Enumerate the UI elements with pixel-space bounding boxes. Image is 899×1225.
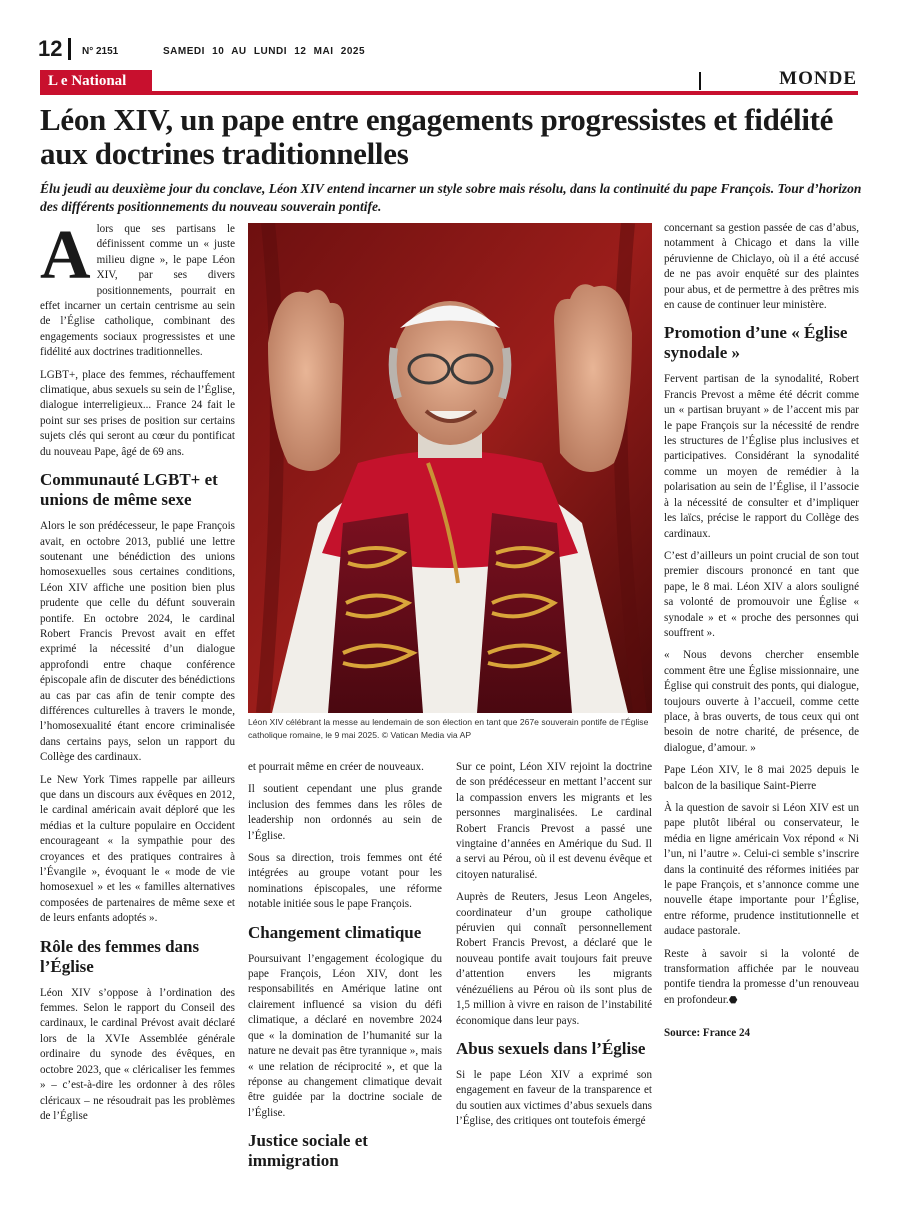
pope-photo [248, 223, 652, 713]
paragraph: Si le pape Léon XIV a exprimé son engagement en faveur de la transparence et du soutien aux victimes d’abus sexuels dans l’Église, des critiques ont toutefois émergé [456, 1068, 652, 1128]
subheading: Justice sociale et immigration [248, 1131, 368, 1171]
paragraph: Léon XIV s’oppose à l’ordination des femmes. Selon le rapport du Conseil des cardinaux, le cardinal Prévost avait déclaré lors de la XVIe Assemblée générale ordinaire du synode des évêques, en octobre 2023, que « cléricaliser les femmes » – c’est-à-dire les ordonner à des rôles cléricaux – ne résoudrait pas les problèmes de l’Église [40, 986, 235, 1122]
subheading: Rôle des femmes dans l’Église [40, 936, 200, 976]
paragraph: Reste à savoir si la volonté de transformation affichée par le nouveau pontife tiendra la promesse d’un renouveau en profondeur.⬣ [664, 947, 859, 1006]
section-label: MONDE [779, 68, 857, 89]
section-divider [699, 72, 701, 90]
subheading: Communauté LGBT+ et unions de même sexe [40, 470, 218, 510]
quote-attribution: Pape Léon XIV, le 8 mai 2025 depuis le balcon de la basilique Saint-Pierre [664, 764, 859, 792]
page-number: 12 [38, 36, 63, 61]
subheading: Promotion d’une « Église synodale » [664, 323, 848, 363]
paragraph: et pourrait même en créer de nouveaux. [248, 761, 424, 773]
column-1 [40, 217, 235, 1131]
paragraph: Alors que ses partisans le définissent comme un « juste milieu digne », le pape Léon XIV, par ses divers positionnements, pourrait en effet incarner un certain centrisme au sein de l’Église catholique, combinant des engagements sociaux progressistes et une fidélité aux doctrines traditionnelles. [40, 217, 235, 359]
quote-paragraph: « Nous devons chercher ensemble comment être une Église missionnaire, une Église qui construit des ponts, qui dialogue, toujours ouverte à l’accueil, comme cette place, à bras ouverts, de tous ceux qui ont besoin de notre charité, de présence, de dialogue, d’amour. » [664, 649, 859, 754]
drop-cap: A [40, 217, 91, 294]
paragraph: Le New York Times rappelle par ailleurs que dans un discours aux évêques en 2012, le cardinal américain avait déploré que les médias et la culture populaire en Occident encourageant « la sympathie pour des croyances et des pratiques contraires à l’Évangile », évoquant le « mode de vie homosexuel » et les « familles alternatives composées de partenaires de même sexe et de leurs enfants adoptés ». [40, 773, 235, 925]
paragraph: Poursuivant l’engagement écologique du pape François, Léon XIV, dont les responsabilités en Amérique latine ont clairement influencé sa vision du défi climatique, a déclaré en novembre 2024 que « la domination de l’humanité sur la nature ne devait pas être tyrannique », mais « une relation de réciprocité », et que la réponse au changement climatique devait être guidée par la doctrine sociale de l’Église. [248, 952, 442, 1119]
paragraph: Auprès de Reuters, Jesus Leon Angeles, coordinateur d’un groupe catholique péruvien qui connaît personnellement Robert Francis Prevost, a déclaré que le nouveau pontife avait toujours fait preuve d’attention envers les migrants vénézuéliens au Pérou où ils sont plus de 1,5 million à vivre en raison de l’instabilité économique dans leur pays. [456, 891, 652, 1027]
paragraph: C’est d’ailleurs un point crucial de son tout premier discours prononcé en tant que pape, le 8 mai. Léon XIV a alors souligné sa volonté de promouvoir une Église « synodale » et « proche des personnes qui souffrent ». [664, 549, 859, 639]
article-source: Source: France 24 [664, 1027, 751, 1040]
subheading: Changement climatique [248, 922, 422, 942]
article-headline: Léon XIV, un pape entre engagements progressistes et fidélité aux doctrines traditionnelles [40, 102, 834, 171]
paragraph: LGBT+, place des femmes, réchauffement climatique, abus sexuels su sein de l’Église, dialogue interreligieux... France 24 fait le point sur ses prises de position sur certains sujets clés qui seront au cœur du pontificat du nouveau Pape, âgé de 69 ans. [40, 368, 235, 458]
paragraph: Sous sa direction, trois femmes ont été intégrées au groupe votant pour les nominations épiscopales, une réforme notable initiée sous le pape François. [248, 852, 442, 911]
column-4 [664, 221, 859, 1049]
issue-number: N° 2151 [82, 46, 119, 57]
paragraph: Alors le son prédécesseur, le pape François avait, en octobre 2013, publié une lettre soutenant une bénédiction des unions homosexuelles sous certaines conditions, Léon XIV affiche une position bien plus prudente que celle du défunt souverain pontife. En octobre 2024, le cardinal Robert Francis Prevost avait en effet exprimé la nécessité d’un dialogue approfondi entre chaque conférence épiscopale afin de discuter des bénédictions au cas par cas afin de tenir compte des différences culturelles à travers le monde, l’homosexualité étant encore criminalisée dans certains pays, selon un rapport du Collège des cardinaux. [40, 520, 235, 764]
article-standfirst: Élu jeudi au deuxième jour du conclave, Léon XIV entend incarner un style sobre mais résolu, dans la continuité du pape François. Tour d’horizon des différents positionnements du nouveau souverain pontife. [40, 181, 862, 214]
paragraph: Fervent partisan de la synodalité, Robert Francis Prevost a même été décrit comme un « partisan bruyant » de l’accent mis par le pape François sur la nécessité de rendre les structures de l’Église plus inclusives et participatives. Considérant la synodalité comme un moyen de remédier à la polarisation au sein de l’Église, il l’associe à la nécessité de consulter et d’impliquer les laïcs, précise le rapport du Collège des cardinaux. [664, 373, 859, 540]
paragraph: Sur ce point, Léon XIV rejoint la doctrine de son prédécesseur en mettant l’accent sur la compassion envers les migrants et les personnes marginalisées. Le cardinal Robert Francis Prevost a passé une vingtaine d’années en Amérique du Sud. Il a servi au Pérou, où il est devenu évêque et citoyen naturalisé. [456, 761, 652, 881]
column-3 [456, 760, 652, 1137]
brand-label: L e National [40, 70, 152, 95]
paragraph: Il soutient cependant une plus grande inclusion des femmes dans les rôles de leadership non ordonnés au sein de l’Église. [248, 783, 442, 842]
header-rule [40, 91, 858, 95]
photo-caption: Léon XIV célébrant la messe au lendemain de son élection en tant que 267e souverain pontife de l’Église catholique romaine, le 9 mai 2025. © Vatican Media via AP [248, 717, 649, 740]
end-mark-icon: ⬣ [728, 994, 738, 1006]
issue-date: SAMEDI 10 AU LUNDI 12 MAI 2025 [163, 46, 366, 57]
paragraph: concernant sa gestion passée de cas d’abus, notamment à Chicago et dans la ville péruvienne de Chiclayo, où il a été accusé de ne pas avoir enquêté sur des plaintes pour abus, et de permettre à des prêtres mis en cause de continuer leur ministère. [664, 222, 859, 312]
paragraph: À la question de savoir si Léon XIV est un pape plutôt libéral ou conservateur, le média en ligne américain Vox répond « Ni l’un, ni l’autre ». Celui-ci semble s’inscrire dans la continuité des réformes initiées par le pape François, et s’annonce comme une nouvelle étape importante pour l’Église, entre réforme, prudence institutionnelle et audace pastorale. [664, 802, 859, 938]
subheading: Abus sexuels dans l’Église [456, 1038, 646, 1058]
column-2 [248, 760, 442, 1180]
page-number-divider [68, 38, 71, 60]
